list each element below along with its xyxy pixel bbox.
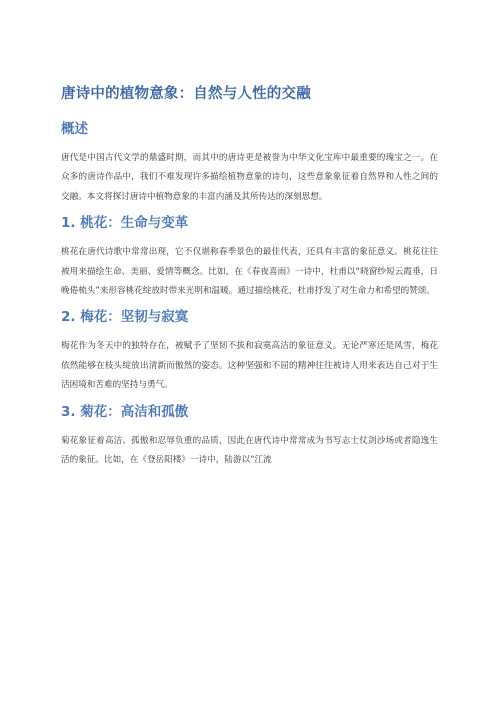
- section-peach-blossom: [61, 214, 438, 301]
- section-overview: [61, 120, 438, 207]
- section-paragraph: 梅花作为冬天中的独特存在，被赋予了坚韧不拔和寂寞高洁的象征意义。无论严寒还是风雪，梅花依然能够在枝头绽放出清新而傲然的姿态。这种坚强和不屈的精神往往被诗人用来表达自己对于生活困境和苦难的坚持与勇气。: [61, 341, 438, 391]
- section-heading: 3. 菊花：高洁和孤傲: [61, 403, 189, 420]
- document-title: 唐诗中的植物意象：自然与人性的交融: [61, 86, 311, 102]
- section-heading: 2. 梅花：坚韧与寂寞: [61, 309, 189, 326]
- section-chrysanthemum: [61, 403, 438, 471]
- section-heading: 1. 桃花：生命与变革: [61, 215, 189, 232]
- section-paragraph: 菊花象征着高洁、孤傲和忍辱负重的品质，因此在唐代诗中常常成为书写志士仗剑沙场或者隐逸生活的象征。比如，在《登岳阳楼》一诗中，陆游以“江流: [61, 435, 438, 466]
- section-paragraph: 唐代是中国古代文学的鼎盛时期，而其中的唐诗更是被誉为中华文化宝库中最重要的瑰宝之一。在众多的唐诗作品中，我们不难发现许多描绘植物意象的诗句，这些意象象征着自然界和人性之间的交融。本文将探讨唐诗中植物意象的丰富内涵及其所传达的深刻思想。: [61, 153, 438, 202]
- section-heading: 概述: [61, 121, 88, 137]
- section-paragraph: 桃花在唐代诗歌中常常出现，它不仅堪称春季景色的最佳代表，还具有丰富的象征意义。桃花往往被用来描绘生命、美丽、爱情等概念。比如，在《春夜喜雨》一诗中，杜甫以“晓窗纱短云霞垂，日晚倦梳头”来形容桃花绽放时带来光明和温暖。通过描绘桃花，杜甫抒发了对生命力和希望的赞颂。: [61, 247, 438, 297]
- section-plum-blossom: [61, 308, 438, 395]
